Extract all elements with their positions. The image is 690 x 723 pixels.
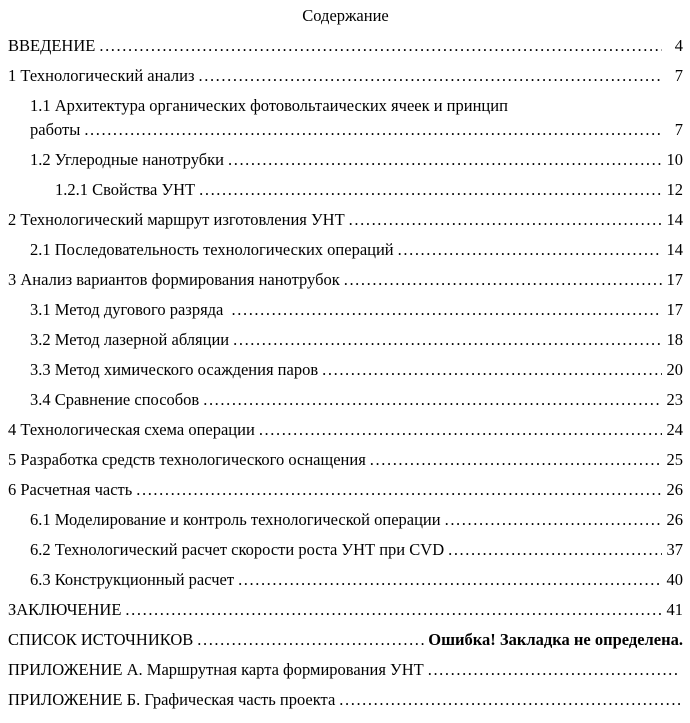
page-number: 17 xyxy=(666,300,683,319)
page-number: 14 xyxy=(666,210,683,229)
dot-leader xyxy=(84,118,662,142)
page-number: 4 xyxy=(674,36,683,55)
toc-entry-text: 3.2 Метод лазерной абляции xyxy=(30,330,230,349)
page-number: 12 xyxy=(666,180,683,199)
page-number: 26 xyxy=(666,510,683,529)
dot-leader xyxy=(197,628,425,652)
toc-entry-text: 6.2 Технологический расчет скорости роста УНТ при CVD xyxy=(30,540,445,559)
page-number: 23 xyxy=(666,390,683,409)
toc-entry-text: 6.3 Конструкционный расчет xyxy=(30,570,235,589)
toc-entry-text: 3 Анализ вариантов формирования нанотрубок xyxy=(8,270,340,289)
toc-entry[interactable] xyxy=(8,538,683,562)
toc-entry-text: 3.4 Сравнение способов xyxy=(30,390,200,409)
toc-entry-text: 2 Технологический маршрут изготовления УНТ xyxy=(8,210,345,229)
toc-entry[interactable] xyxy=(8,238,683,262)
page-number: 7 xyxy=(674,66,683,85)
toc-entry-text: 4 Технологическая схема операции xyxy=(8,420,255,439)
dot-leader xyxy=(448,538,662,562)
dot-leader xyxy=(136,478,662,502)
toc-entry-text: 1.2 Углеродные нанотрубки xyxy=(30,150,224,169)
toc-entry[interactable] xyxy=(8,148,683,172)
toc-entry[interactable] xyxy=(8,328,683,352)
toc-entry-text: 6 Расчетная часть xyxy=(8,480,133,499)
toc-entry[interactable] xyxy=(8,268,683,292)
toc-entry[interactable] xyxy=(8,478,683,502)
page-number: 37 xyxy=(666,540,683,559)
toc-entry-text: 3.1 Метод дугового разряда xyxy=(30,300,228,319)
dot-leader xyxy=(370,448,662,472)
toc xyxy=(8,34,683,712)
dot-leader xyxy=(398,238,662,262)
toc-entry[interactable] xyxy=(8,178,683,202)
page-number: 25 xyxy=(666,450,683,469)
page-number: 10 xyxy=(666,150,683,169)
toc-entry-text: 5 Разработка средств технологического оснащения xyxy=(8,450,366,469)
toc-entry[interactable] xyxy=(8,658,683,682)
bookmark-error-text: Ошибка! Закладка не определена. xyxy=(428,630,683,649)
dot-leader xyxy=(344,268,662,292)
toc-entry[interactable] xyxy=(8,508,683,532)
toc-entry-text: 1 Технологический анализ xyxy=(8,66,195,85)
page-number: 40 xyxy=(666,570,683,589)
page-number: 41 xyxy=(666,600,683,619)
toc-entry[interactable] xyxy=(8,358,683,382)
dot-leader xyxy=(125,598,662,622)
page-number: 14 xyxy=(666,240,683,259)
dot-leader xyxy=(203,388,662,412)
page-number: 18 xyxy=(666,330,683,349)
toc-entry[interactable] xyxy=(8,598,683,622)
dot-leader xyxy=(339,688,680,712)
toc-entry[interactable] xyxy=(8,94,683,142)
page-number: 7 xyxy=(674,120,683,139)
dot-leader xyxy=(349,208,662,232)
toc-entry[interactable] xyxy=(8,208,683,232)
toc-entry-text: ВВЕДЕНИЕ xyxy=(8,36,96,55)
toc-entry[interactable] xyxy=(8,688,683,712)
toc-entry-text: 2.1 Последовательность технологических операций xyxy=(30,240,394,259)
dot-leader xyxy=(428,658,680,682)
toc-entry[interactable] xyxy=(8,448,683,472)
dot-leader xyxy=(322,358,662,382)
page-number: 20 xyxy=(666,360,683,379)
toc-title: Содержание xyxy=(302,6,389,25)
toc-entry-text: работы xyxy=(30,120,81,139)
toc-entry[interactable] xyxy=(8,568,683,592)
dot-leader xyxy=(99,34,662,58)
page-number: 26 xyxy=(666,480,683,499)
page-number: 24 xyxy=(666,420,683,439)
dot-leader xyxy=(233,328,662,352)
toc-entry-text: 1.1 Архитектура органических фотовольтаических ячеек и принцип xyxy=(30,96,508,115)
dot-leader xyxy=(259,418,662,442)
toc-entry-text: ЗАКЛЮЧЕНИЕ xyxy=(8,600,122,619)
toc-entry[interactable] xyxy=(8,64,683,88)
toc-entry[interactable] xyxy=(8,628,683,652)
toc-entry-text: СПИСОК ИСТОЧНИКОВ xyxy=(8,630,194,649)
dot-leader xyxy=(199,64,663,88)
toc-entry-text: 3.3 Метод химического осаждения паров xyxy=(30,360,319,379)
toc-entry-text: ПРИЛОЖЕНИЕ Б. Графическая часть проекта xyxy=(8,690,336,709)
toc-entry[interactable] xyxy=(8,388,683,412)
toc-entry-text: 6.1 Моделирование и контроль технологической операции xyxy=(30,510,441,529)
dot-leader xyxy=(238,568,662,592)
dot-leader xyxy=(199,178,662,202)
toc-entry-text: 1.2.1 Свойства УНТ xyxy=(55,180,196,199)
toc-entry[interactable] xyxy=(8,34,683,58)
toc-entry-text: ПРИЛОЖЕНИЕ А. Маршрутная карта формирования УНТ xyxy=(8,660,424,679)
dot-leader xyxy=(228,148,662,172)
dot-leader xyxy=(445,508,662,532)
toc-entry[interactable] xyxy=(8,418,683,442)
page-number: 17 xyxy=(666,270,683,289)
dot-leader xyxy=(232,298,662,322)
toc-entry[interactable] xyxy=(8,298,683,322)
